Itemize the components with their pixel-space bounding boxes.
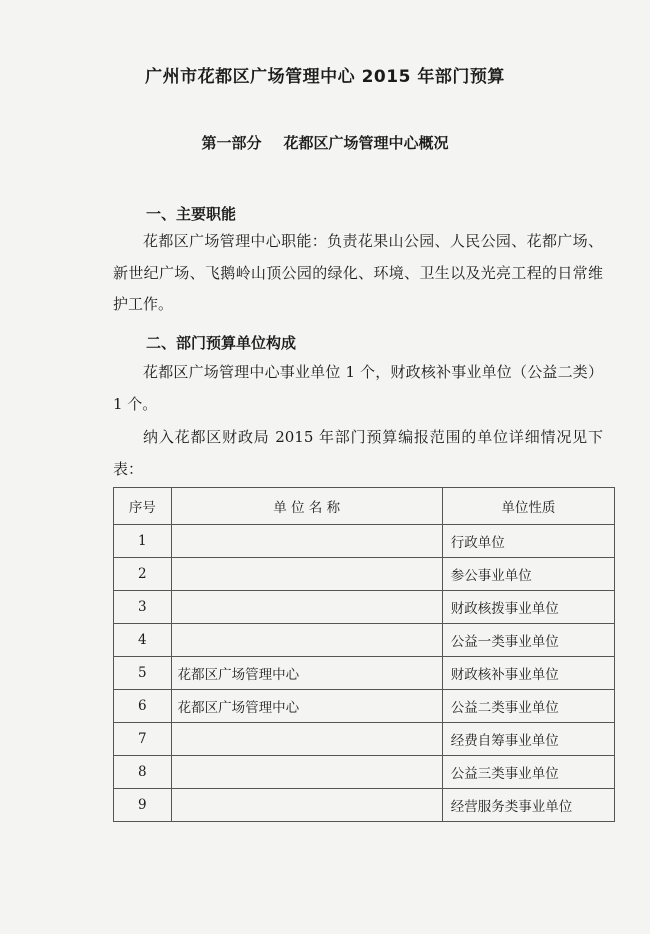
row-nature: 财政核拨事业单位 [442,591,614,624]
header-no: 序号 [114,488,172,525]
row-nature: 经营服务类事业单位 [442,789,614,822]
row-name: 花都区广场管理中心 [171,690,442,723]
header-name: 单 位 名 称 [171,488,442,525]
row-name [171,756,442,789]
table-row [114,525,615,558]
row-no: 7 [114,723,172,756]
row-nature: 公益二类事业单位 [442,690,614,723]
row-name [171,723,442,756]
part-heading [0,132,650,153]
row-no: 2 [114,558,172,591]
table-row [114,624,615,657]
document-title: 广州市花都区广场管理中心 2015 年部门预算 [145,67,505,87]
table-row [114,690,615,723]
section1-heading: 一、主要职能 [146,205,237,223]
row-nature: 公益一类事业单位 [442,624,614,657]
row-no: 6 [114,690,172,723]
section2-text2: 纳入花都区财政局 2015 年部门预算编报范围的单位详细情况见下表： [113,428,603,478]
header-nature: 单位性质 [442,488,614,525]
table-row [114,723,615,756]
row-name [171,624,442,657]
section1-text: 花都区广场管理中心职能：负责花果山公园、人民公园、花都广场、新世纪广场、飞鹅岭山顶公园的绿化、环境、卫生以及光亮工程的日常维护工作。 [113,232,603,313]
row-no: 3 [114,591,172,624]
unit-table [113,487,615,822]
row-no: 1 [114,525,172,558]
table-row [114,558,615,591]
row-nature: 公益三类事业单位 [442,756,614,789]
row-no: 4 [114,624,172,657]
row-name [171,789,442,822]
table-row [114,657,615,690]
part-title: 花都区广场管理中心概况 [283,134,449,152]
table-row [114,789,615,822]
row-name [171,525,442,558]
section2-text1: 花都区广场管理中心事业单位 1 个，财政核补事业单位（公益二类）1 个。 [113,363,603,413]
row-no: 8 [114,756,172,789]
row-nature: 参公事业单位 [442,558,614,591]
section2-heading: 二、部门预算单位构成 [146,334,297,352]
row-nature: 经费自筹事业单位 [442,723,614,756]
row-nature: 行政单位 [442,525,614,558]
table-row [114,591,615,624]
table-header-row [114,488,615,525]
row-no: 9 [114,789,172,822]
row-name: 花都区广场管理中心 [171,657,442,690]
row-name [171,591,442,624]
row-nature: 财政核补事业单位 [442,657,614,690]
part-label: 第一部分 [201,134,262,152]
row-no: 5 [114,657,172,690]
table-row [114,756,615,789]
row-name [171,558,442,591]
